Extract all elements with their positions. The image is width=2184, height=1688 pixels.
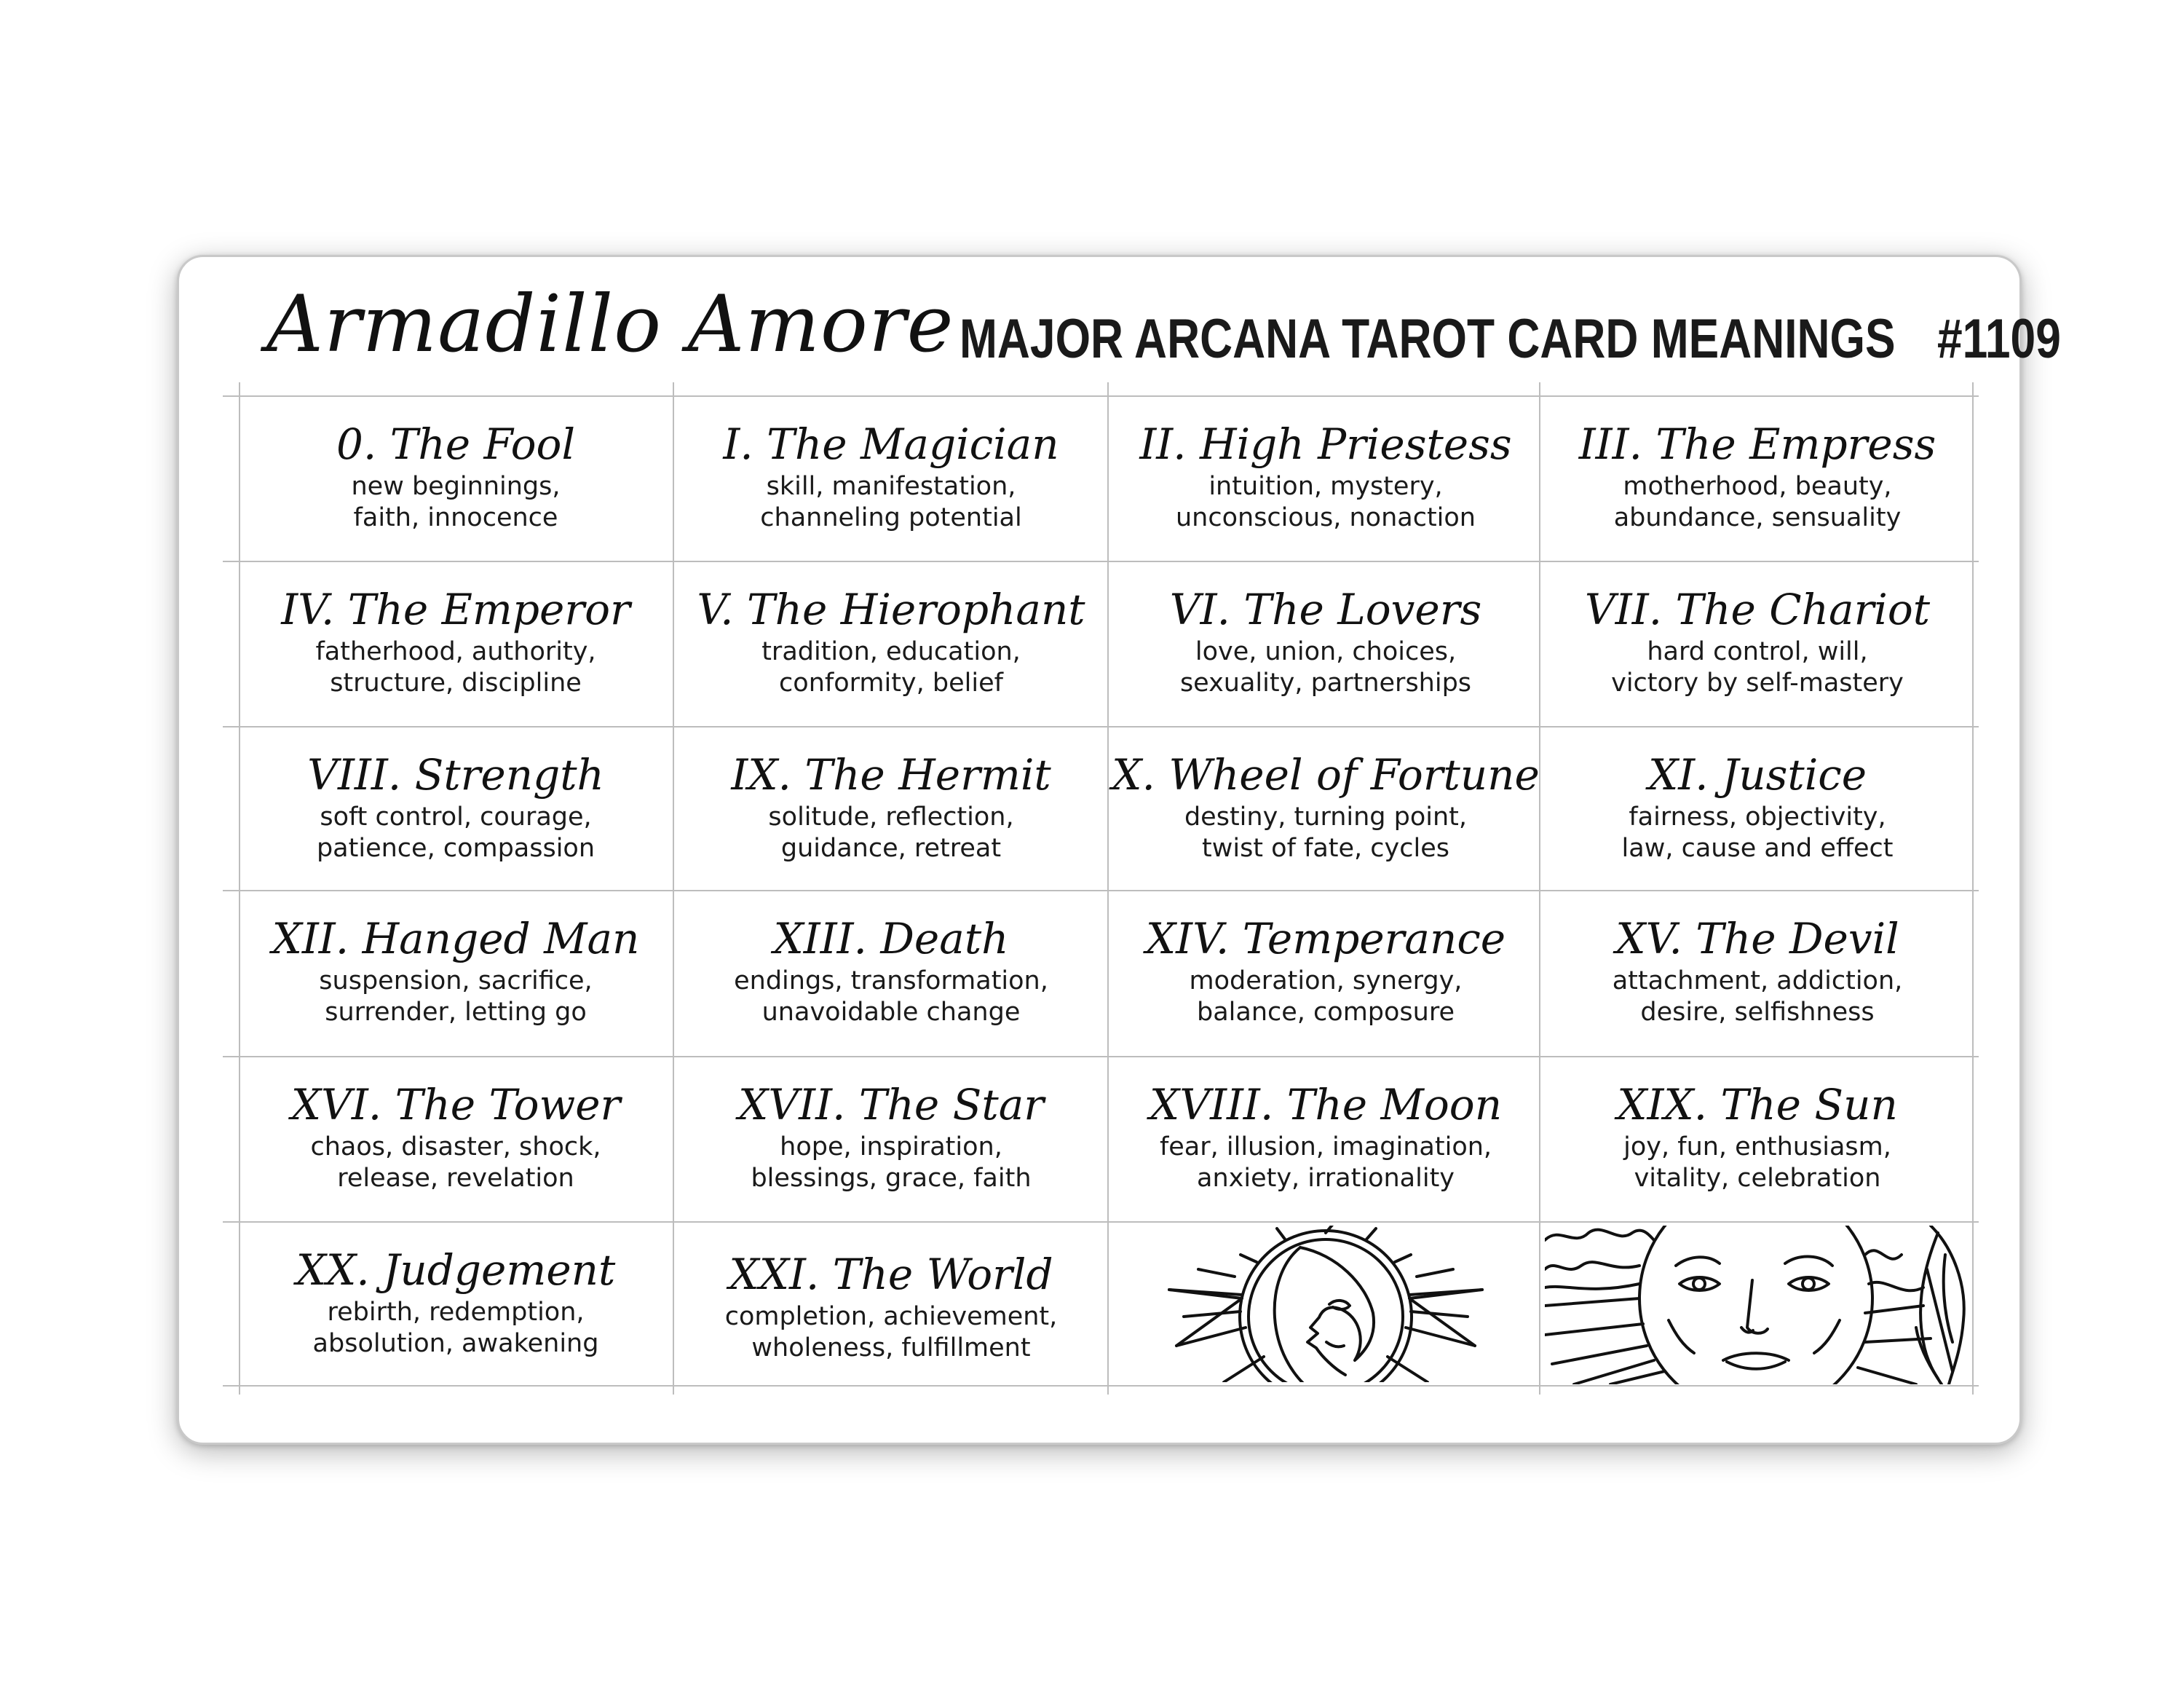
- tarot-sticker[interactable]: [674, 1057, 1108, 1218]
- tarot-sticker[interactable]: [1540, 562, 1974, 722]
- tarot-sticker[interactable]: [1540, 727, 1974, 888]
- card-meaning: fatherhood, authority, structure, discipline: [315, 637, 596, 698]
- card-meaning: moderation, synergy, balance, composure: [1189, 966, 1463, 1027]
- tarot-sticker[interactable]: [239, 562, 673, 722]
- card-meaning: attachment, addiction, desire, selfishness: [1612, 966, 1903, 1027]
- brand-logo: Armadillo Amore: [266, 279, 954, 370]
- grid-line: [223, 1385, 1979, 1387]
- card-meaning: love, union, choices, sexuality, partnerships: [1179, 637, 1472, 698]
- sticker-sheet: [177, 255, 2061, 1445]
- card-name: XII. Hanged Man: [272, 914, 640, 963]
- tarot-sticker[interactable]: [239, 891, 673, 1052]
- card-meaning: hope, inspiration, blessings, grace, faith: [751, 1132, 1032, 1193]
- tarot-sticker[interactable]: [674, 891, 1108, 1052]
- sheet-title-text: MAJOR ARCANA TAROT CARD MEANINGS: [960, 308, 1896, 370]
- tarot-sticker[interactable]: [239, 1057, 673, 1218]
- card-name: XVIII. The Moon: [1149, 1080, 1503, 1129]
- sun-moon-face-illustration[interactable]: [1155, 1226, 1497, 1382]
- card-name: XI. Justice: [1647, 750, 1867, 800]
- card-name: XVI. The Tower: [290, 1080, 621, 1129]
- card-meaning: solitude, reflection, guidance, retreat: [768, 802, 1014, 863]
- tarot-sticker[interactable]: [1540, 397, 1974, 557]
- card-name: XIX. The Sun: [1617, 1080, 1898, 1129]
- card-meaning: destiny, turning point, twist of fate, cycles: [1184, 802, 1468, 863]
- card-meaning: soft control, courage, patience, compassion: [316, 802, 596, 863]
- card-meaning: fairness, objectivity, law, cause and effect: [1621, 802, 1894, 863]
- card-name: V. The Hierophant: [697, 585, 1085, 634]
- card-meaning: intuition, mystery, unconscious, nonaction: [1175, 472, 1476, 532]
- card-name: XXI. The World: [729, 1250, 1053, 1299]
- sheet-code: #1109: [1936, 308, 2061, 370]
- card-name: XV. The Devil: [1615, 914, 1899, 963]
- card-name: XIV. Temperance: [1145, 914, 1506, 963]
- tarot-sticker[interactable]: [1109, 1057, 1543, 1218]
- tarot-sticker[interactable]: [674, 1223, 1108, 1383]
- card-meaning: motherhood, beauty, abundance, sensuality: [1613, 472, 1902, 532]
- card-name: 0. The Fool: [336, 419, 576, 469]
- tarot-sticker[interactable]: [1109, 397, 1543, 557]
- card-name: XX. Judgement: [296, 1245, 616, 1295]
- card-name: XVII. The Star: [737, 1080, 1045, 1129]
- card-meaning: endings, transformation, unavoidable change: [734, 966, 1048, 1027]
- tarot-sticker[interactable]: [1109, 727, 1543, 888]
- tarot-sticker[interactable]: [1109, 562, 1543, 722]
- tarot-sticker[interactable]: [674, 727, 1108, 888]
- card-meaning: suspension, sacrifice, surrender, letting go: [319, 966, 593, 1027]
- tarot-sticker[interactable]: [674, 562, 1108, 722]
- card-meaning: hard control, will, victory by self-mastery: [1611, 637, 1904, 698]
- card-name: XIII. Death: [773, 914, 1009, 963]
- tarot-sticker[interactable]: [239, 1223, 673, 1383]
- tarot-sticker[interactable]: [674, 397, 1108, 557]
- sun-face-illustration[interactable]: [1545, 1226, 1971, 1384]
- card-meaning: skill, manifestation, channeling potential: [760, 472, 1022, 532]
- card-meaning: joy, fun, enthusiasm, vitality, celebration: [1623, 1132, 1891, 1193]
- tarot-sticker[interactable]: [1109, 891, 1543, 1052]
- card-name: X. Wheel of Fortune: [1112, 750, 1540, 800]
- tarot-sticker[interactable]: [239, 727, 673, 888]
- card-meaning: chaos, disaster, shock, release, revelation: [310, 1132, 601, 1193]
- card-name: VI. The Lovers: [1169, 585, 1482, 634]
- tarot-sticker[interactable]: [239, 397, 673, 557]
- card-name: I. The Magician: [723, 419, 1059, 469]
- card-meaning: new beginnings, faith, innocence: [351, 472, 561, 532]
- card-name: IX. The Hermit: [731, 750, 1051, 800]
- card-name: IV. The Emperor: [281, 585, 630, 634]
- card-name: VIII. Strength: [307, 750, 604, 800]
- tarot-sticker[interactable]: [1540, 1057, 1974, 1218]
- card-meaning: rebirth, redemption, absolution, awakening: [312, 1298, 599, 1358]
- card-meaning: tradition, education, conformity, belief: [761, 637, 1021, 698]
- sheet-title: [960, 307, 2061, 372]
- card-name: III. The Empress: [1578, 419, 1936, 469]
- card-meaning: fear, illusion, imagination, anxiety, irrationality: [1159, 1132, 1492, 1193]
- card-meaning: completion, achievement, wholeness, fulfillment: [724, 1302, 1058, 1362]
- card-name: VII. The Chariot: [1584, 585, 1931, 634]
- tarot-sticker[interactable]: [1540, 891, 1974, 1052]
- card-name: II. High Priestess: [1139, 419, 1512, 469]
